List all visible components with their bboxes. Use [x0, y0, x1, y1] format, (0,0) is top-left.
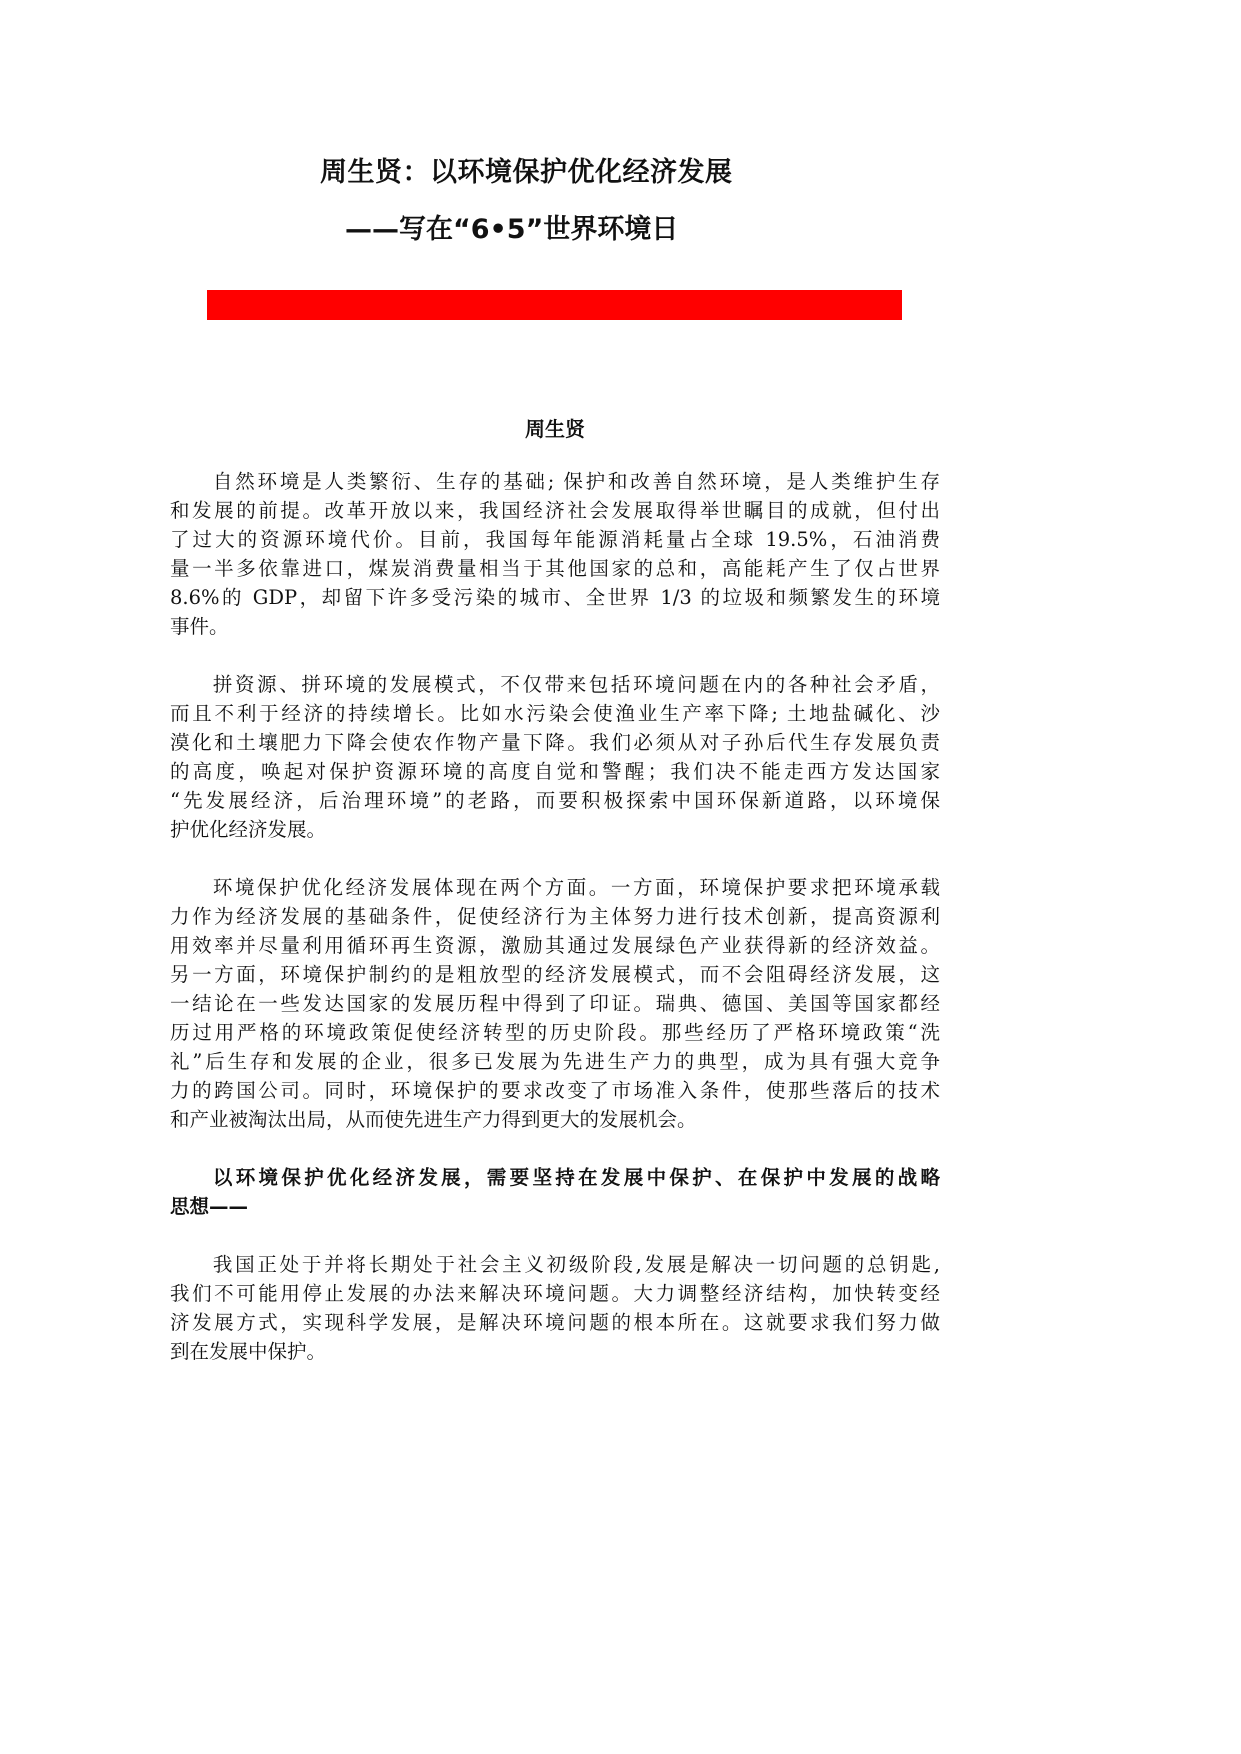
- text-line: 了过大的资源环境代价。目前，我国每年能源消耗量占全球 19.5%，石油消费: [170, 528, 940, 551]
- text-line: 环境保护优化经济发展体现在两个方面。一方面，环境保护要求把环境承载: [212, 876, 940, 899]
- text-line: 护优化经济发展。: [170, 818, 327, 841]
- red-divider-bar: [207, 290, 902, 320]
- text-line: 8.6%的 GDP，却留下许多受污染的城市、全世界 1/3 的垃圾和频繁发生的环境: [170, 586, 940, 609]
- text-line: 量一半多依靠进口，煤炭消费量相当于其他国家的总和，高能耗产生了仅占世界: [170, 557, 940, 580]
- text-line: 以环境保护优化经济发展，需要坚持在发展中保护、在保护中发展的战略: [212, 1166, 940, 1189]
- paragraph: [170, 467, 940, 641]
- text-line: 和发展的前提。改革开放以来，我国经济社会发展取得举世瞩目的成就，但付出: [170, 499, 940, 522]
- text-line: 力作为经济发展的基础条件，促使经济行为主体努力进行技术创新，提高资源利: [170, 905, 940, 928]
- text-line: 思想——: [170, 1195, 249, 1218]
- paragraph: [170, 670, 940, 844]
- text-line: 历过用严格的环境政策促使经济转型的历史阶段。那些经历了严格环境政策“洗: [170, 1021, 940, 1044]
- text-line: 的高度，唤起对保护资源环境的高度自觉和警醒；我们决不能走西方发达国家: [170, 760, 940, 783]
- text-line: 而且不利于经济的持续增长。比如水污染会使渔业生产率下降; 土地盐碱化、沙: [170, 702, 940, 725]
- text-line: 一结论在一些发达国家的发展历程中得到了印证。瑞典、德国、美国等国家都经: [170, 992, 940, 1015]
- text-line: 我国正处于并将长期处于社会主义初级阶段,发展是解决一切问题的总钥匙,: [212, 1253, 940, 1276]
- text-line: 力的跨国公司。同时，环境保护的要求改变了市场准入条件，使那些落后的技术: [170, 1079, 940, 1102]
- paragraph: [170, 1250, 940, 1366]
- article-body: [170, 467, 940, 1395]
- text-line: 和产业被淘汰出局，从而使先进生产力得到更大的发展机会。: [170, 1108, 697, 1131]
- page-subtitle: ——写在“6•5”世界环境日: [345, 214, 679, 245]
- page-title: 周生贤：以环境保护优化经济发展: [320, 157, 733, 188]
- text-line: 漠化和土壤肥力下降会使农作物产量下降。我们必须从对子孙后代生存发展负责: [170, 731, 940, 754]
- text-line: 拼资源、拼环境的发展模式，不仅带来包括环境问题在内的各种社会矛盾，: [212, 673, 940, 696]
- text-line: 礼”后生存和发展的企业，很多已发展为先进生产力的典型，成为具有强大竞争: [170, 1050, 940, 1073]
- text-line: 济发展方式，实现科学发展，是解决环境问题的根本所在。这就要求我们努力做: [170, 1311, 940, 1334]
- text-line: 自然环境是人类繁衍、生存的基础; 保护和改善自然环境，是人类维护生存: [212, 470, 940, 493]
- author-name: 周生贤: [525, 417, 585, 441]
- text-line: 用效率并尽量利用循环再生资源，激励其通过发展绿色产业获得新的经济效益。: [170, 934, 940, 957]
- text-line: 我们不可能用停止发展的办法来解决环境问题。大力调整经济结构，加快转变经: [170, 1282, 940, 1305]
- text-line: 到在发展中保护。: [170, 1340, 327, 1363]
- section-heading: [170, 1163, 940, 1221]
- text-line: 另一方面，环境保护制约的是粗放型的经济发展模式，而不会阻碍经济发展，这: [170, 963, 940, 986]
- text-line: “先发展经济，后治理环境”的老路，而要积极探索中国环保新道路，以环境保: [170, 789, 940, 812]
- text-line: 事件。: [170, 615, 229, 638]
- paragraph: [170, 873, 940, 1134]
